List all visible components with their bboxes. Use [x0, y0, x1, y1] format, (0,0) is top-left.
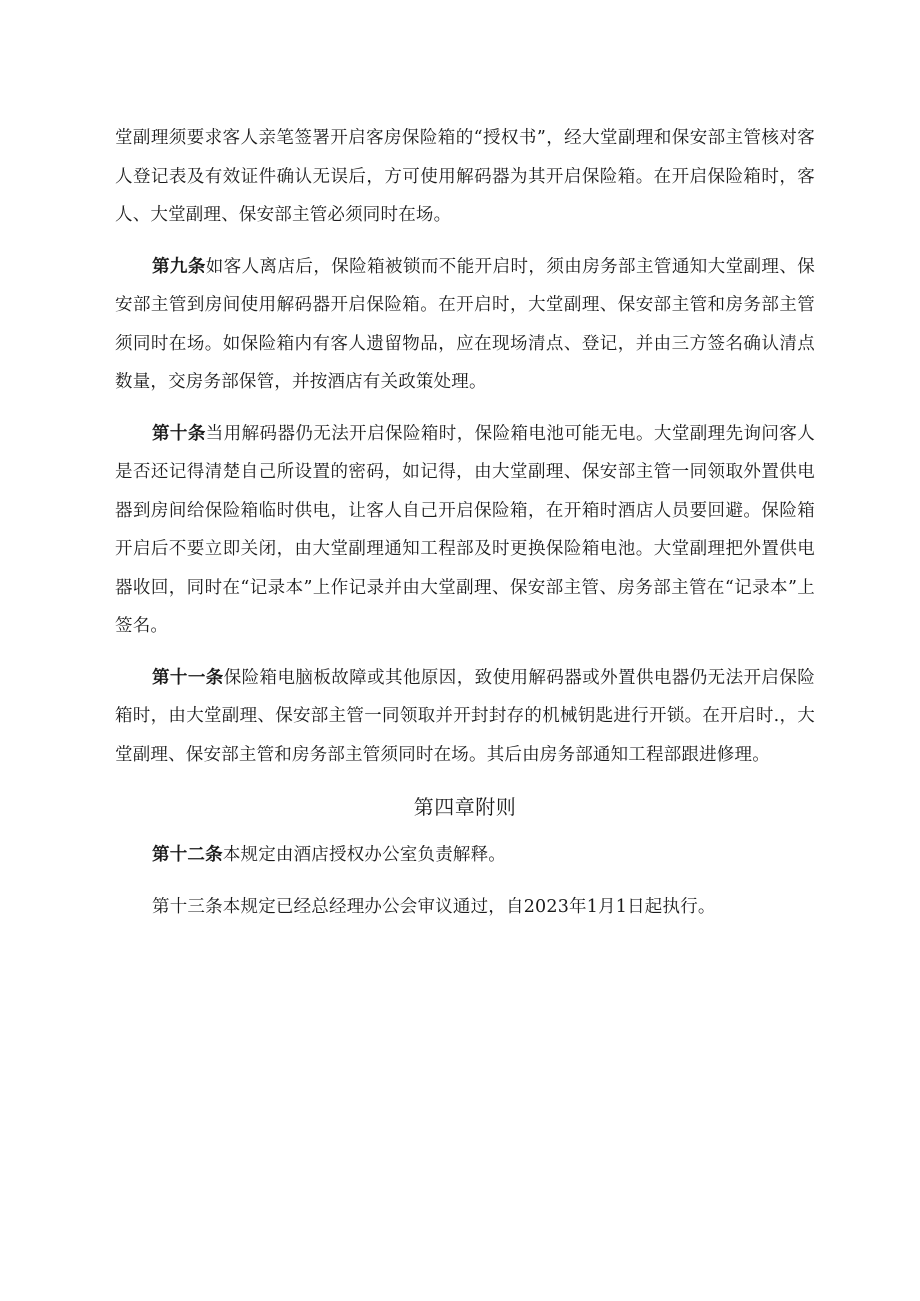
article-number: 第九条	[152, 256, 206, 277]
article-12	[115, 836, 815, 875]
article-number: 第十条	[152, 423, 206, 444]
article-10	[115, 415, 815, 646]
article-text: 当用解码器仍无法开启保险箱时，保险箱电池可能无电。大堂副理先询问客人是否还记得清楚自己所设置的密码，如记得，由大堂副理、保安部主管一同领取外置供电器到房间给保险箱临时供电，让客人自己开启保险箱，在开箱时酒店人员要回避。保险箱开启后不要立即关闭，由大堂副理通知工程部及时更换保险箱电池。大堂副理把外置供电器收回，同时在“记录本”上作记录并由大堂副理、保安部主管、房务部主管在“记录本”上签名。	[115, 423, 815, 636]
article-text: 如客人离店后，保险箱被锁而不能开启时，须由房务部主管通知大堂副理、保安部主管到房间使用解码器开启保险箱。在开启时，大堂副理、保安部主管和房务部主管须同时在场。如保险箱内有客人遗留物品，应在现场清点、登记，并由三方签名确认清点数量，交房务部保管，并按酒店有关政策处理。	[115, 256, 815, 392]
article-number: 第十一条	[152, 667, 224, 688]
document-body	[115, 119, 815, 926]
article-9	[115, 248, 815, 402]
article-11	[115, 659, 815, 775]
article-text: 本规定由酒店授权办公室负责解释。	[222, 845, 507, 865]
paragraph-text: 堂副理须要求客人亲笔签署开启客房保险箱的“授权书”，经大堂副理和保安部主管核对客人登记表及有效证件确认无误后，方可使用解码器为其开启保险箱。在开启保险箱时，客人、大堂副理、保安部主管必须同时在场。	[115, 128, 815, 225]
paragraph-continued	[115, 119, 815, 235]
article-13	[115, 888, 815, 927]
chapter-title: 第四章附则	[413, 795, 517, 819]
article-text: 第十三条本规定已经总经理办公会审议通过，自2023年1月1日起执行。	[152, 896, 716, 917]
article-number: 第十二条	[152, 845, 223, 865]
article-text: 保险箱电脑板故障或其他原因，致使用解码器或外置供电器仍无法开启保险箱时，由大堂副理、保安部主管一同领取并开封封存的机械钥匙进行开锁。在开启时.，大堂副理、保安部主管和房务部主管须同时在场。其后由房务部通知工程部跟进修理。	[115, 667, 815, 765]
